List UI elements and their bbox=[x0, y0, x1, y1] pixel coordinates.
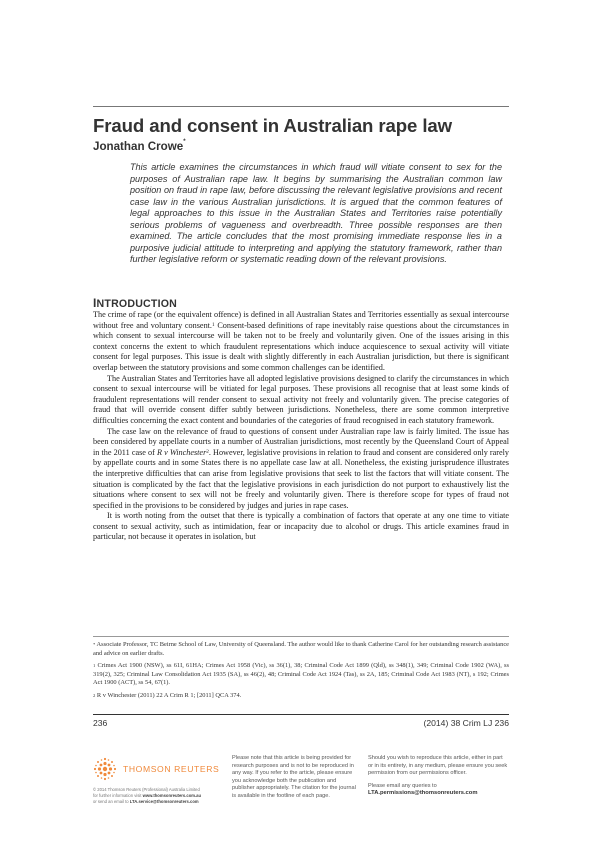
paragraph-3-end: . However, legislative provisions in relation to fraud and consent are considered only rarely by appellate courts and in some States there is no appellate case law at all. Nonetheless, the existing jurisprudence illustrates the interpretive difficulties that can arise from legislative provisions that seek to list the factors that will vitiate consent. The situation is complicated by the fact that the legislative provisions in each jurisdiction do not purport to exhaustively list the situations where consent to sex will not be freely and voluntarily given. There is therefore scope for types of fraud not specified in the provisions to be considered by judges and juries in rape cases. bbox=[93, 447, 509, 510]
footnote-1-marker: 1 bbox=[93, 663, 96, 669]
article-title: Fraud and consent in Australian rape law bbox=[93, 115, 452, 136]
section-heading bbox=[93, 296, 177, 310]
copyright-email-link[interactable]: LTA.service@thomsonreuters.com bbox=[129, 799, 199, 805]
footnote-2-text: R v Winchester (2011) 22 A Crim R 1; [2011] QCA 374. bbox=[96, 691, 242, 699]
reproduction-notice-text: Should you wish to reproduce this article, either in part or in its entirety, in any medium, please ensure you seek permission from our permissions officer. bbox=[368, 755, 508, 777]
paragraph-1 bbox=[93, 310, 509, 374]
footnote-author-text: Associate Professor, TC Beirne School of Law, University of Queensland. The author would like to thank Catherine Carol for her outstanding research assistance and advice on earlier drafts. bbox=[93, 641, 509, 657]
paragraph-3-start: The case law on the relevance of fraud to questions of consent under Australian rape law is fairly limited. The issue has been considered by appellate courts in a number of Australian jurisdictions, most recently by the Queensland Court of Appeal in the 2011 case of bbox=[93, 426, 509, 457]
copyright-line-2-prefix: for further information visit bbox=[93, 793, 143, 799]
footnote-1 bbox=[93, 662, 509, 688]
copyright-url-link[interactable]: www.thomsonreuters.com.au bbox=[142, 793, 202, 799]
page-number: 236 bbox=[93, 718, 108, 728]
abstract: This article examines the circumstances in which fraud will vitiate consent to sex for the purposes of Australian rape law. It begins by summarising the Australian common law position on fraud in rape law, before discussing the relevant legislative provisions and recent case law in the various Australian jurisdictions. It is argued that the common features of legal approaches to this issue in the Australian States and Territories raise potentially serious problems of vagueness and overbreadth. Three possible responses are then examined. The article concludes that the most promising immediate response lies in a purposive judicial attitude to interpreting and applying the statutory framework, rather than further legislative reform or systematic reading down of the relevant provisions. bbox=[130, 162, 502, 264]
copyright-notice bbox=[93, 787, 233, 806]
section-heading-initial: I bbox=[93, 296, 97, 310]
paragraph-4: It is worth noting from the outset that there is typically a combination of factors that operate at any one time to vitiate consent to sexual activity, such as intimidation, fear or incapacity due to alcohol or drugs. This article examines fraud in particular, not because it operates in isolation, but bbox=[93, 511, 509, 542]
footnote-rule bbox=[93, 636, 509, 637]
paragraph-2: The Australian States and Territories have all adopted legislative provisions designed to clarify the circumstances in which consent to sexual intercourse will be vitiated for legal purposes. These provisions all recognise that at least some kinds of fraudulent representations will render consent to sexual activity not freely and voluntarily given. The precise categories of fraud that will override consent differ subtly between jurisdictions. Nonetheless, there are some common interpretive difficulties concerning the exact content and boundaries of the categories of fraud recognised in each statutory framework. bbox=[93, 373, 509, 425]
reproduction-notice bbox=[368, 755, 508, 798]
footnote-author bbox=[93, 641, 509, 658]
case-name: R v Winchester bbox=[156, 447, 207, 457]
section-heading-rest: NTRODUCTION bbox=[96, 298, 178, 310]
footnotes bbox=[93, 641, 509, 705]
body-text bbox=[93, 310, 509, 543]
footnote-ref-1[interactable]: 1 bbox=[211, 321, 215, 328]
publisher-name: THOMSON REUTERS bbox=[123, 764, 220, 774]
author-footnote-marker[interactable]: * bbox=[183, 139, 186, 145]
footer-rule bbox=[93, 714, 509, 715]
permissions-email-label: Please email any queries to bbox=[368, 782, 437, 789]
footnote-author-marker: * bbox=[93, 642, 96, 647]
footnote-2-marker: 2 bbox=[93, 692, 96, 698]
footnote-ref-2[interactable]: 2 bbox=[206, 448, 209, 455]
research-use-notice: Please note that this article is being provided for research purposes and is not to be reproduced in any way. If you refer to the article, please ensure you acknowledge both the publication and publisher appropriately. The citation for the journal is available in the footline of each page. bbox=[232, 755, 356, 799]
footnote-2 bbox=[93, 692, 509, 701]
footnote-1-text: Crimes Act 1900 (NSW), ss 61I, 61HA; Crimes Act 1958 (Vic), ss 36(1), 38; Criminal Code Act 1899 (Qld), ss 348(1), 349; Criminal Code 1902 (WA), ss 319(2), 325; Criminal Law Consolidation Act 1935 (SA), ss 46(2), 48; Criminal Code Act 1924 (Tas), ss 2A, 185; Criminal Code Act 1983 (NT), s 192; Crimes Act 1900 (ACT), ss 54, 67(1). bbox=[93, 662, 509, 687]
journal-citation: (2014) 38 Crim LJ 236 bbox=[423, 718, 509, 728]
thomson-reuters-dots-icon bbox=[90, 755, 120, 783]
paragraph-3 bbox=[93, 427, 509, 512]
paragraph-1-start: The crime of rape (or the equivalent offence) is defined in all Australian States and Territories essentially as sexual intercourse without free and voluntary consent. bbox=[93, 310, 509, 330]
copyright-line-3-prefix: or send an email to bbox=[93, 799, 130, 805]
copyright-line-1: © 2014 Thomson Reuters (Professional) Australia Limited bbox=[93, 787, 200, 792]
permissions-email-link[interactable]: LTA.permissions@thomsonreuters.com bbox=[368, 790, 478, 797]
paragraph-1-end: Consent-based definitions of rape inevitably raise questions about the circumstances in which consent to sexual intercourse will be taken not to be freely and voluntarily given. One of the issues arising in this context concerns the extent to which fraudulent representations which induce acquiescence to sexual activity will vitiate consent for legal purposes. This issue is dealt with slightly differently in each Australian jurisdiction, but there is significant overlap between the statutory provisions and some common challenges can be identified. bbox=[93, 320, 509, 372]
author-name-text: Jonathan Crowe bbox=[93, 140, 184, 153]
copyright-line-3 bbox=[93, 799, 233, 805]
header-rule bbox=[93, 106, 509, 107]
author-name bbox=[93, 140, 186, 153]
